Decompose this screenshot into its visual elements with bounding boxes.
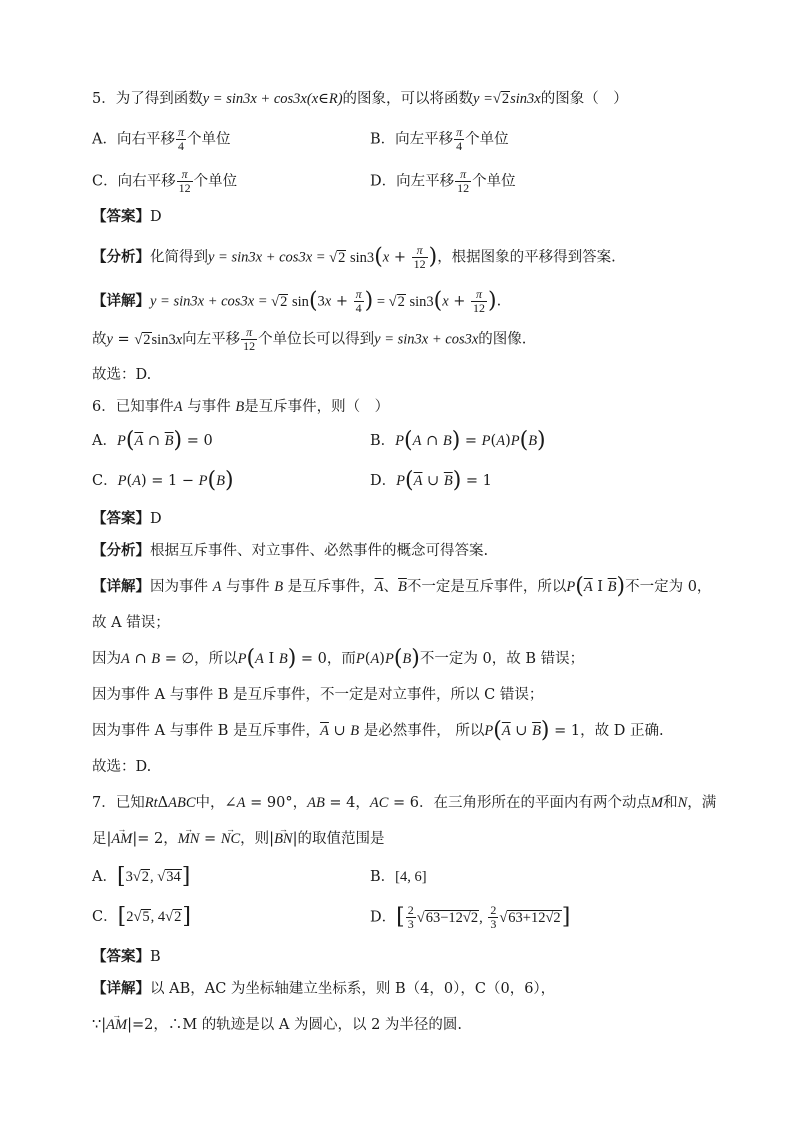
q5-func2-post: sin3x — [510, 91, 541, 107]
q5-opt-c-label: C．向右平移 — [92, 173, 176, 190]
q7-opt-d-label: D． — [370, 909, 397, 926]
conclude-pre: 故 — [92, 331, 107, 348]
q7-option-c: C．[2√5, 4√2] — [92, 904, 191, 929]
q5-func2-pre: y = — [473, 91, 493, 107]
answer-value: D — [150, 511, 162, 527]
q6-detail-5: 因为事件 A 与事件 B 是互斥事件，$\overline{A}$ ∪ B 是必然事件， 所以$P(\overline{A}$ ∪ $\overline{B}) = 1$，故 D 正确. — [92, 718, 664, 743]
q5-option-c — [92, 168, 237, 195]
analysis-tag: 【分析】 — [92, 248, 150, 266]
q6-d3d: 不一定为 0，故 B 错误； — [419, 651, 585, 667]
conclude-end: 的图像. — [478, 331, 527, 348]
q7-option-a: A．[3√2, √34] — [92, 864, 191, 889]
q5-choose: 故选：D. — [92, 367, 152, 383]
q5-option-b — [370, 126, 509, 153]
q7-stem1f: ，满 — [687, 795, 717, 811]
q6-option-b: B．P(A ∩ B) = P(A)P(B) — [370, 428, 546, 453]
analysis-post: ，根据图象的平移得到答案. — [437, 249, 616, 266]
q7-option-d: D．[ $\frac{2}{3}$ √63−12√2, $\frac{2}{3}$ √63+12√2] — [370, 903, 571, 931]
q6-stem-rest: 是互斥事件，则（ ） — [244, 399, 390, 415]
q6-d5a: 因为事件 A 与事件 B 是互斥事件， — [92, 723, 321, 739]
q7-detail2b: =2，∴M 的轨迹是以 A 为圆心，以 2 为半径的圆. — [131, 1017, 463, 1033]
q5-opt-b-frac: $\frac{\pi}{4}$ — [456, 125, 463, 153]
q6-opt-d-label: D． — [370, 473, 397, 489]
q6-d1c: 不一定是互斥事件，所以 — [406, 579, 567, 595]
q7-stem2d: 的取值范围是 — [297, 831, 385, 847]
q7-stem-2: 足|→ AM|= 2，→ MN = → NC，则|→ BN|的取值范围是 — [92, 828, 384, 850]
q5-opt-d-frac: $\frac{\pi}{12}$ — [457, 167, 470, 195]
q7-stem1: 7．已知 — [92, 795, 145, 811]
q5-stem-post: 的图象（ ） — [540, 91, 628, 107]
q7-detail1: 以 AB，AC 为坐标轴建立坐标系，则 B（4，0），C（0，6）， — [150, 981, 556, 997]
analysis-text: 根据互斥事件、对立事件、必然事件的概念可得答案. — [150, 543, 489, 559]
detail-expr: y = sin3x + cos3x = — [150, 293, 268, 310]
q7-answer — [92, 946, 161, 968]
conclude-mid: 向左平移 — [182, 331, 241, 348]
q5-opt-a-frac: $\frac{\pi}{4}$ — [177, 125, 184, 153]
q5-opt-b-label: B．向左平移 — [370, 131, 454, 148]
q5-func1: y = sin3x + cos3x(x∈R) — [202, 91, 343, 107]
q6-d1b: 是互斥事件， — [287, 579, 375, 595]
q6-detail-4: 因为事件 A 与事件 B 是互斥事件，不一定是对立事件，所以 C 错误； — [92, 687, 544, 703]
detail-tag: 【详解】 — [92, 980, 150, 997]
q5-conclusion: 故y = √2sin3x向左平移 $\frac{\pi}{12}$ 个单位长可以得到y = sin3x + cos3x的图像. — [92, 325, 527, 353]
q7-opt-b-label: B． — [370, 869, 396, 885]
q6-d3b: ，所以 — [194, 651, 238, 667]
analysis-expr: y = sin3x + cos3x = — [208, 249, 326, 266]
q6-answer — [92, 508, 162, 530]
q5-analysis: 【分析】化简得到y = sin3x + cos3x = √2 sin3(x + $\frac{\pi}{12}$ )，根据图象的平移得到答案. — [92, 243, 616, 271]
q7-detail-2: ∵|→ AM|=2，∴M 的轨迹是以 A 为圆心，以 2 为半径的圆. — [92, 1014, 462, 1036]
q7-stem2a: 足 — [92, 831, 107, 847]
analysis-tag: 【分析】 — [92, 542, 150, 559]
answer-tag: 【答案】 — [92, 510, 150, 527]
q7-detail2a: ∵ — [92, 1017, 102, 1033]
q7-stem1b: 中， — [195, 795, 225, 811]
conclude-target: y = sin3x + cos3x — [374, 331, 479, 348]
q5-detail: 【详解】y = sin3x + cos3x = √2 sin(3x + $\frac{\pi}{4}$ ) = √2 sin3(x + $\frac{\pi}{12}$ ). — [92, 287, 502, 315]
q5-stem: 5．为了得到函数y = sin3x + cos3x(x∈R)的图象，可以将函数y =√2sin3x的图象（ ） — [92, 91, 628, 107]
q6-choose: 故选：D. — [92, 759, 152, 775]
q5-stem-mid: 的图象，可以将函数 — [342, 91, 474, 107]
q5-opt-d-label: D．向左平移 — [370, 173, 455, 190]
detail-tag: 【详解】 — [92, 578, 150, 595]
answer-value: B — [150, 949, 161, 965]
q6-d5b: 是必然事件， 所以 — [363, 723, 485, 739]
q6-detail-1: 【详解】因为事件 A 与事件 B 是互斥事件，$\overline{A}$、$\overline{B}$不一定是互斥事件，所以$P(\overline{A}$ I $\overline{B}$)不一定为 0， — [92, 574, 712, 599]
q7-stem2b: = 2， — [137, 831, 178, 847]
q6-d1d: 不一定为 0， — [625, 579, 712, 595]
q5-option-d — [370, 168, 516, 195]
q6-stem-text: 6．已知事件 — [92, 399, 174, 415]
detail-tag: 【详解】 — [92, 292, 150, 310]
q7-opt-c-label: C． — [92, 909, 118, 925]
q5-opt-d-unit: 个单位 — [472, 173, 516, 190]
q7-stem1e: 和 — [663, 795, 678, 811]
q6-option-d: D．$P(\overline{A}$ ∪ $\overline{B}) = 1$ — [370, 468, 492, 493]
q6-opt-c-label: C． — [92, 473, 118, 489]
q7-opt-b-value: [4, 6] — [395, 869, 427, 885]
q6-stem: 6．已知事件A 与事件 B是互斥事件，则（ ） — [92, 399, 390, 415]
q5-stem-text: 5．为了得到函数 — [92, 91, 203, 107]
q5-option-a — [92, 126, 231, 153]
q7-opt-a-label: A． — [92, 869, 117, 885]
q6-analysis — [92, 540, 488, 562]
q7-stem1d: ．在三角形所在的平面内有两个动点 — [419, 795, 652, 811]
q6-detail-3: 因为A ∩ B = ∅，所以P(A I B) = 0，而P(A)P(B)不一定为 0，故 B 错误； — [92, 646, 585, 671]
q5-opt-a-unit: 个单位 — [187, 131, 231, 148]
q6-d5c: ，故 D 正确. — [580, 723, 664, 739]
q7-option-b — [370, 866, 427, 888]
answer-tag: 【答案】 — [92, 208, 150, 225]
q6-option-c: C．P(A) = 1 − P(B) — [92, 468, 234, 493]
q7-stem2c: ，则 — [240, 831, 270, 847]
q6-opt-a-label: A． — [92, 433, 117, 449]
q7-stem1c: ， — [292, 795, 308, 811]
q7-detail-1 — [92, 978, 555, 1000]
conclude-post: 个单位长可以得到 — [258, 331, 375, 348]
q5-opt-a-label: A．向右平移 — [92, 131, 175, 148]
q6-d3c: ，而 — [326, 651, 356, 667]
answer-value: D — [150, 209, 162, 225]
q6-d3a: 因为 — [92, 651, 121, 667]
q6-option-a: A．$P(\overline{A}$ ∩ $\overline{B}) = 0$ — [92, 428, 213, 453]
q6-d1: 因为事件 — [150, 579, 208, 595]
answer-tag: 【答案】 — [92, 948, 150, 965]
q5-opt-c-unit: 个单位 — [193, 173, 238, 190]
q5-opt-c-frac: $\frac{\pi}{12}$ — [178, 167, 191, 195]
q6-opt-b-label: B． — [370, 433, 396, 449]
q6-detail-2: 故 A 错误； — [92, 615, 170, 631]
q5-opt-b-unit: 个单位 — [465, 131, 509, 148]
analysis-text: 化简得到 — [150, 249, 208, 266]
q5-answer — [92, 206, 162, 228]
q7-stem-1: 7．已知RtΔABC中，∠A = 90°，AB = 4，AC = 6．在三角形所在的平面内有两个动点M和N，满 — [92, 795, 717, 811]
